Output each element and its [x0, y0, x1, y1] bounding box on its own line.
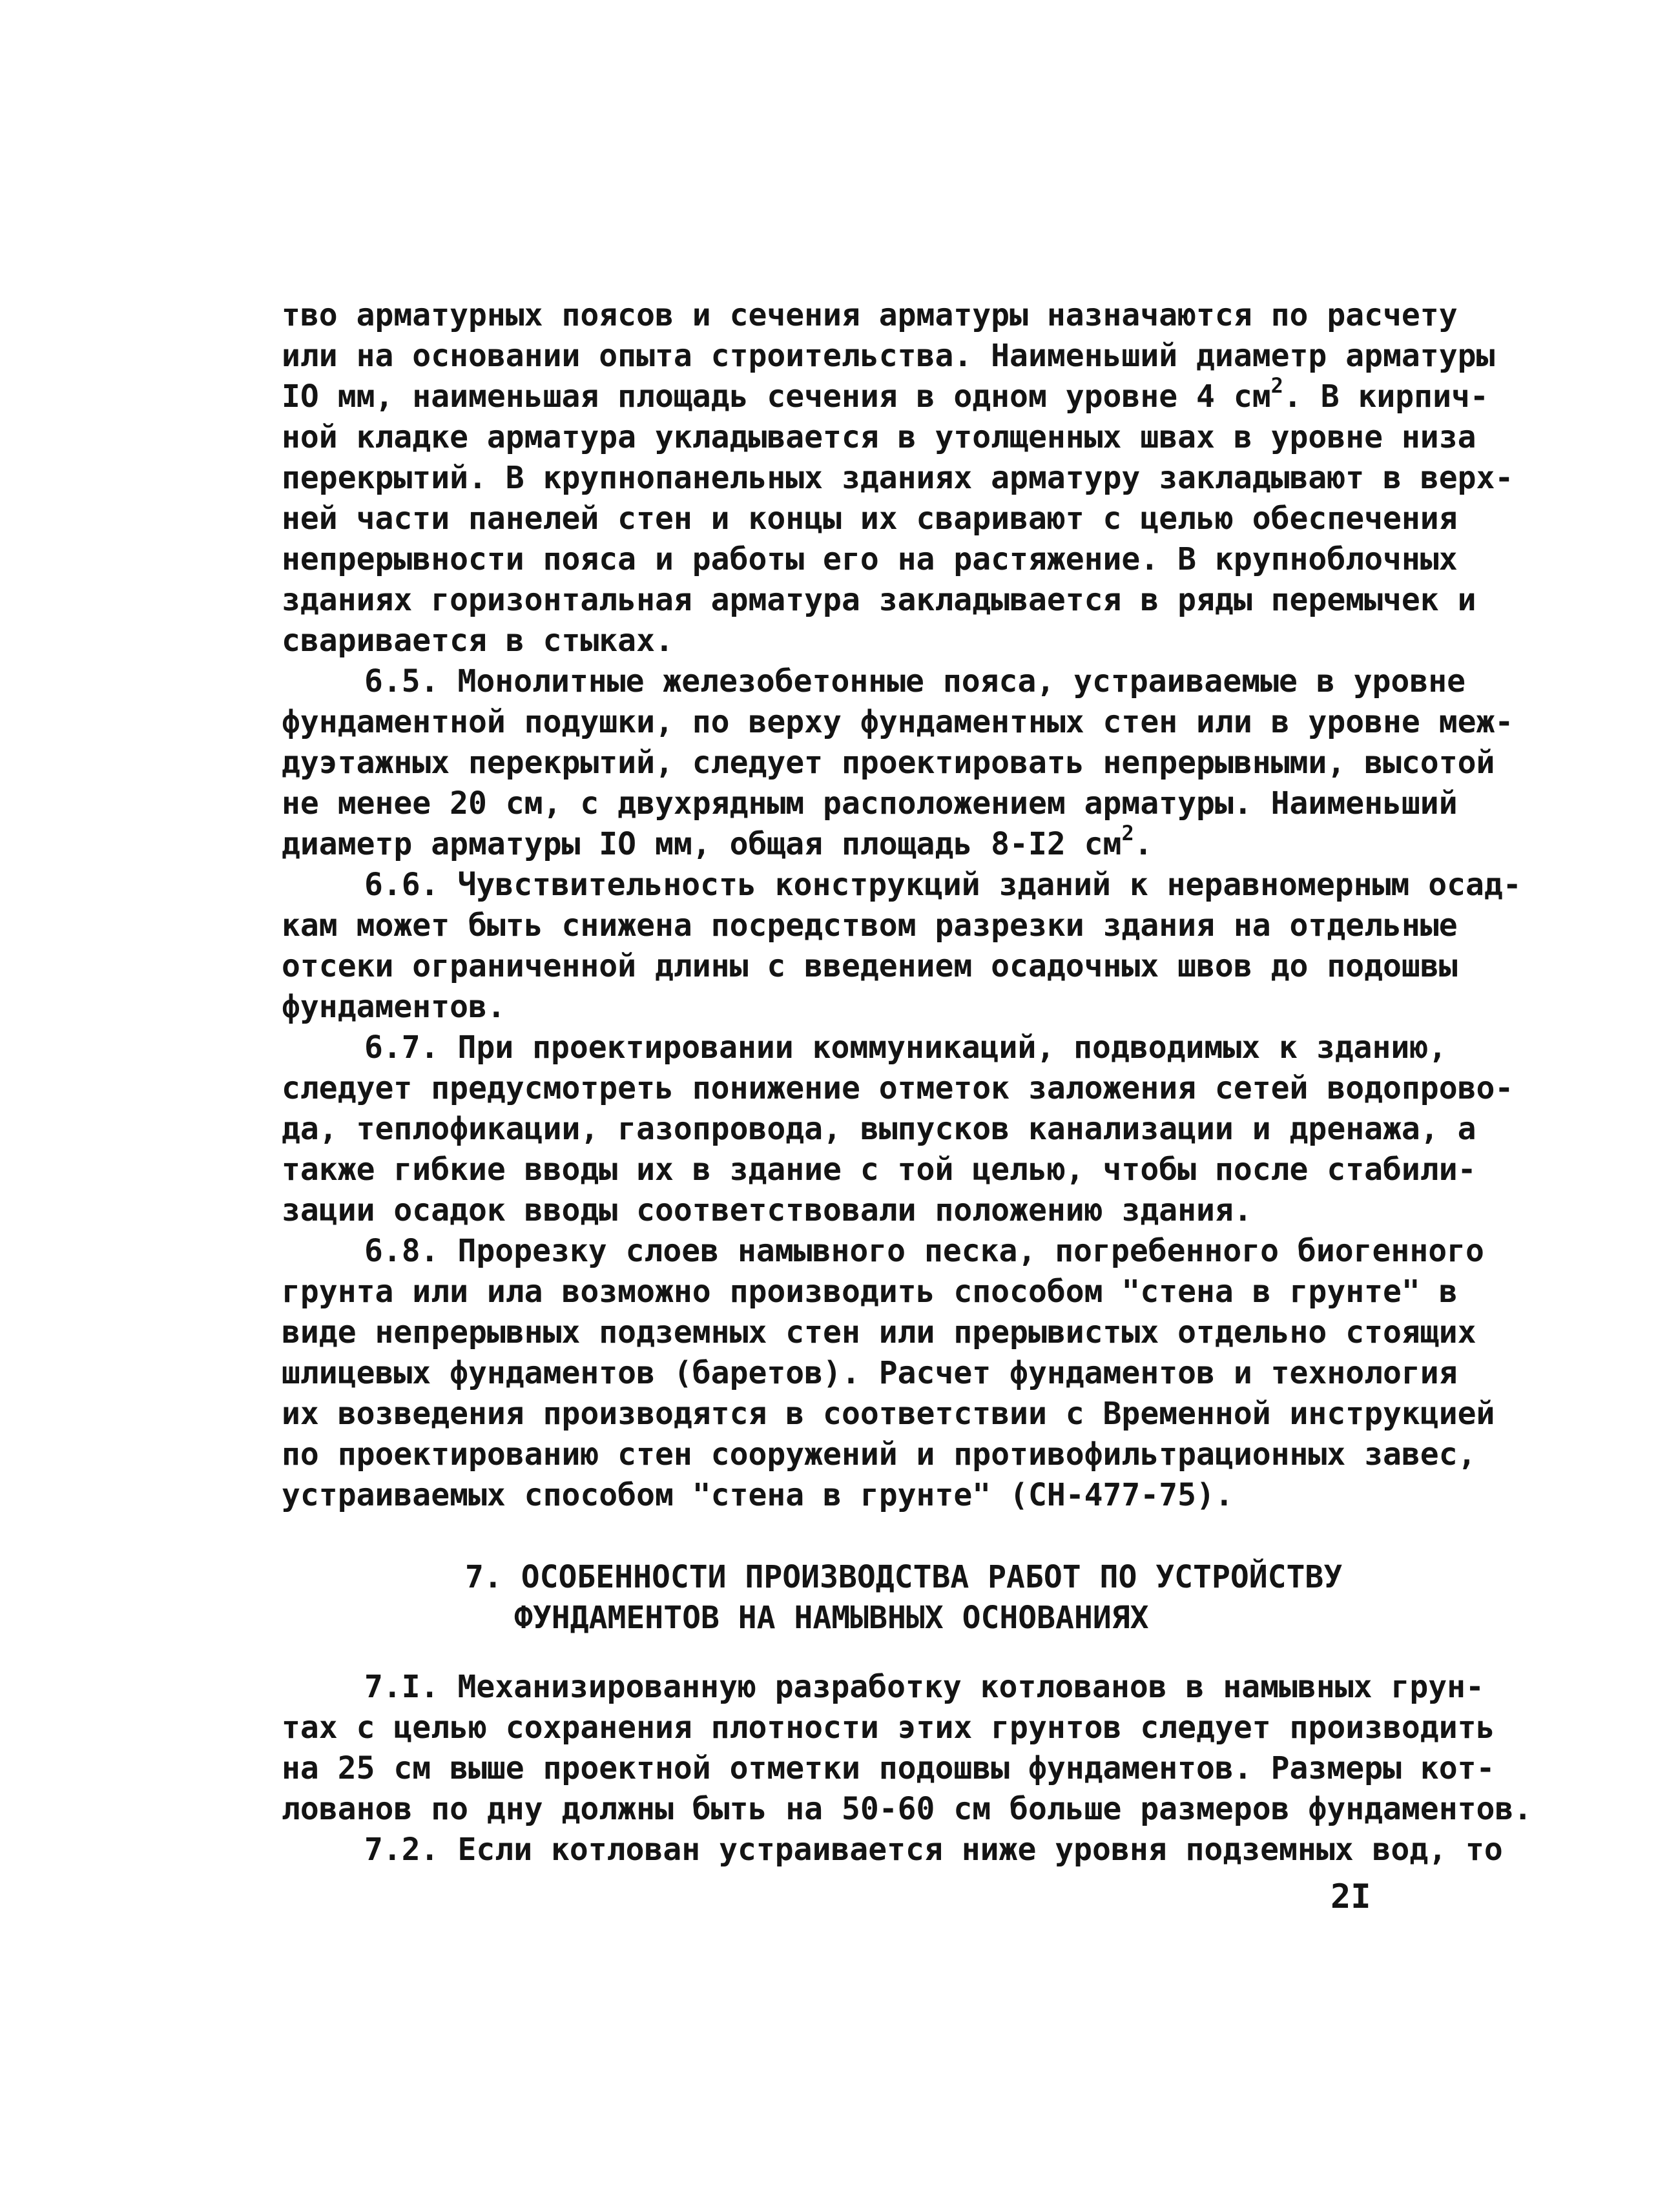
paragraph-first-line: 6.7. При проектировании коммуникаций, подводимых к зданию, [364, 1029, 1447, 1066]
text-line: тах с целью сохранения плотности этих грунтов следует производить [282, 1710, 1495, 1746]
text-line: грунта или ила возможно производить способом "стена в грунте" в [282, 1274, 1458, 1310]
text-line: да, теплофикации, газопровода, выпусков канализации и дренажа, а [282, 1111, 1476, 1147]
paragraph-first-line: 6.5. Монолитные железобетонные пояса, устраиваемые в уровне [364, 663, 1466, 699]
paragraph-first-line: 7.2. Если котлован устраивается ниже уровня подземных вод, то [364, 1832, 1503, 1868]
text-line: устраиваемых способом "стена в грунте" (СН-477-75). [282, 1477, 1234, 1513]
text-line: ней части панелей стен и концы их сваривают с целью обеспечения [282, 501, 1458, 537]
superscript: 2 [1270, 373, 1283, 398]
text-line: отсеки ограниченной длины с введением осадочных швов до подошвы [282, 948, 1458, 984]
section-heading: ФУНДАМЕНТОВ НА НАМЫВНЫХ ОСНОВАНИЯХ [514, 1600, 1149, 1636]
text-segment: . [1134, 826, 1153, 862]
text-line: непрерывности пояса и работы его на растяжение. В крупноблочных [282, 541, 1458, 577]
text-line: ной кладке арматура укладывается в утолщенных швах в уровне низа [282, 419, 1476, 455]
text-line: на 25 см выше проектной отметки подошвы фундаментов. Размеры кот- [282, 1750, 1495, 1786]
text-line: или на основании опыта строительства. Наименьший диаметр арматуры [282, 338, 1495, 374]
page-number: 2I [1331, 1877, 1371, 1916]
text-line: фундаментной подушки, по верху фундаментных стен или в уровне меж- [282, 704, 1514, 740]
text-line: фундаментов. [282, 989, 506, 1025]
text-line: лованов по дну должны быть на 50-60 см больше размеров фундаментов. [282, 1791, 1533, 1827]
text-segment: IO мм, наименьшая площадь сечения в одном уровне 4 см [282, 378, 1271, 415]
section-heading: 7. ОСОБЕННОСТИ ПРОИЗВОДСТВА РАБОТ ПО УСТРОЙСТВУ [465, 1559, 1343, 1595]
text-segment: диаметр арматуры IO мм, общая площадь 8-I2 см [282, 826, 1122, 862]
paragraph-first-line: 6.6. Чувствительность конструкций зданий к неравномерным осад- [364, 867, 1522, 903]
text-line: также гибкие вводы их в здание с той целью, чтобы после стабили- [282, 1152, 1476, 1188]
text-segment: . В кирпич- [1283, 378, 1489, 415]
paragraph-first-line: 7.I. Механизированную разработку котлованов в намывных грун- [364, 1669, 1484, 1705]
text-line: следует предусмотреть понижение отметок заложения сетей водопрово- [282, 1070, 1514, 1106]
text-line: зации осадок вводы соответствовали положению здания. [282, 1192, 1252, 1228]
paragraph-first-line: 6.8. Прорезку слоев намывного песка, погребенного биогенного [364, 1233, 1484, 1269]
text-line: виде непрерывных подземных стен или прерывистых отдельно стоящих [282, 1314, 1476, 1350]
text-line: перекрытий. В крупнопанельных зданиях арматуру закладывают в верх- [282, 460, 1514, 496]
text-line: зданиях горизонтальная арматура закладывается в ряды перемычек и [282, 582, 1476, 618]
text-line: их возведения производятся в соответствии с Временной инструкцией [282, 1396, 1495, 1432]
text-line: дуэтажных перекрытий, следует проектировать непрерывными, высотой [282, 745, 1495, 781]
text-line [282, 373, 1489, 417]
text-line: тво арматурных поясов и сечения арматуры назначаются по расчету [282, 297, 1458, 333]
text-line: сваривается в стыках. [282, 623, 674, 659]
text-line [282, 823, 1153, 865]
text-line: кам может быть снижена посредством разрезки здания на отдельные [282, 907, 1458, 944]
text-line: шлицевых фундаментов (баретов). Расчет фундаментов и технология [282, 1355, 1458, 1391]
text-line: не менее 20 см, с двухрядным расположением арматуры. Наименьший [282, 785, 1458, 822]
text-line: по проектированию стен сооружений и противофильтрационных завес, [282, 1436, 1476, 1473]
superscript: 2 [1121, 821, 1134, 845]
